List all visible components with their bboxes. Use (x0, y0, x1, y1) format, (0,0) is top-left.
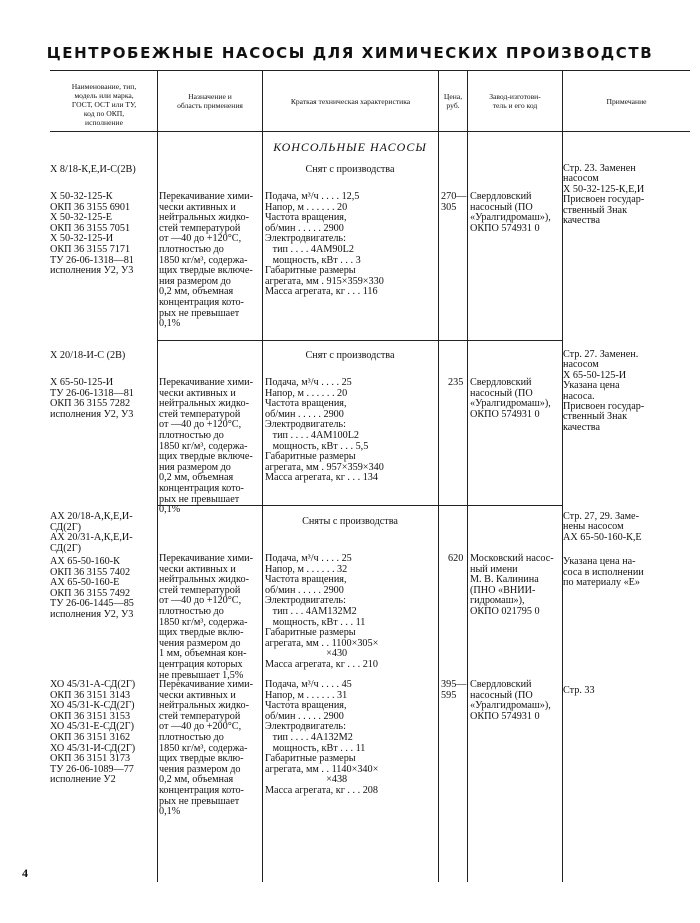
header-top-rule (50, 70, 690, 71)
block-rule (157, 340, 562, 341)
header-spec: Краткая техническая характеристика (290, 97, 411, 106)
item-spec: Подача, м³/ч . . . . 25 Напор, м . . . . . . 20 Частота вращения, об/мин . . . . . 2900 Электродвигатель: тип . . . . 4АМ100L2 мощность, кВт . . . 5,5 Габаритные размеры агрегата, мм . 957×359×340 Масса агрегата, кг . . . 134 (265, 377, 384, 484)
item-spec: Подача, м³/ч . . . . 45 Напор, м . . . . . . 31 Частота вращения, об/мин . . . . . 2900 Электродвигатель: тип . . . . 4А132М2 мощность, кВт . . . 11 Габаритные размеры агрегата, мм . . 1140×340× ×438 Масса агрегата, кг . . . 208 (265, 679, 379, 796)
column-rule (157, 70, 158, 882)
page-title: ЦЕНТРОБЕЖНЫЕ НАСОСЫ ДЛЯ ХИМИЧЕСКИХ ПРОИЗВОДСТВ (46, 44, 654, 62)
item-price: 270— 305 (441, 191, 467, 213)
header-purpose: Назначение и область применения (177, 92, 243, 110)
header-name: Наименование, тип, модель или марка, ГОСТ, ОСТ или ТУ, код по ОКП, исполнение (71, 82, 137, 127)
block-status-note: Стр. 27, 29. Заме- нены насосом АХ 65-50-160-К,Е (563, 511, 642, 543)
item-purpose: Перекачивание хими- чески активных и нейтральных жидко- стей температурой от —40 до +120°С, плотностью до 1850 кг/м³, содержа- щих твердые включе- ния размером до 0,2 мм, объемная концентрация кото- рых не превышает 0,1% (159, 377, 253, 516)
block-status: Сняты с производства (302, 516, 398, 527)
block-status: Снят с производства (305, 164, 395, 175)
header-maker: Завод-изготови- тель и его код (489, 92, 541, 110)
block-heading: Х 20/18-И-С (2В) (50, 350, 126, 361)
item-price: 235 (448, 377, 464, 388)
item-spec: Подача, м³/ч . . . . 25 Напор, м . . . . . . 32 Частота вращения, об/мин . . . . . 2900 Электродвигатель: тип . . . 4АМ132М2 мощность, кВт . . . 11 Габаритные размеры агрегата, мм . . 1100×305× ×430 Масса агрегата, кг . . . 210 (265, 553, 379, 670)
header-bottom-rule (50, 131, 690, 132)
item-maker: Московский насос- ный имени М. В. Калинина (ПНО «ВНИИ- гидромаш»), ОКПО 021795 0 (470, 553, 554, 617)
block-rule (157, 505, 562, 506)
item-price: 395— 595 (441, 679, 467, 701)
item-name: ХО 45/31-А-СД(2Г) ОКП 36 3151 3143 ХО 45/31-К-СД(2Г) ОКП 36 3151 3153 ХО 45/31-Е-СД(2Г) ОКП 36 3151 3162 ХО 45/31-И-СД(2Г) ОКП 36 3151 3173 ТУ 26-06-1089—77 исполнение У2 (50, 679, 136, 786)
item-price: 620 (448, 553, 464, 564)
column-rule (438, 70, 439, 882)
section-title: КОНСОЛЬНЫЕ НАСОСЫ (273, 140, 427, 154)
item-maker: Свердловский насосный (ПО «Уралгидромаш»), ОКПО 574931 0 (470, 377, 551, 420)
column-rule (262, 70, 263, 882)
column-rule (467, 70, 468, 882)
item-note: Указана цена на- соса в исполнении по материалу «Е» (563, 556, 644, 589)
block-status: Снят с производства (305, 350, 395, 361)
item-purpose: Перекачивание хими- чески активных и нейтральных жидко- стей температурой от —40 до +200°С, плотностью до 1850 кг/м³, содержа- щих твердые вклю- чения размером до 0,2 мм, объемная концентрация кото- рых не превышает 0,1% (159, 679, 253, 818)
item-purpose: Перекачивание хими- чески активных и нейтральных жидко- стей температурой от —40 до +120°С, плотностью до 1850 кг/м³, содержа- щих твердые включе- ния размером до 0,2 мм, объемная концентрация кото- рых не превышает 0,1% (159, 191, 253, 330)
item-name: Х 65-50-125-И ТУ 26-06-1318—81 ОКП 36 3155 7282 исполнения У2, У3 (50, 377, 134, 420)
item-name: АХ 65-50-160-К ОКП 36 3155 7402 АХ 65-50-160-Е ОКП 36 3155 7492 ТУ 26-06-1445—85 исполнения У2, У3 (50, 556, 134, 620)
header-note: Примечание (606, 97, 647, 106)
block-status-note: Стр. 27. Заменен. насосом Х 65-50-125-И Указана цена насоса. Присвоен государ- ственный Знак качества (563, 349, 645, 433)
item-purpose: Перекачивание хими- чески активных и нейтральных жидко- стей температурой от —40 до +120°С, плотностью до 1850 кг/м³, содержа- щих твердые вклю- чения размером до 1 мм, объемная кон- центрация которых не превышает 1,5% (159, 553, 253, 681)
item-maker: Свердловский насосный (ПО «Уралгидромаш»), ОКПО 574931 0 (470, 191, 551, 234)
item-note: Стр. 33 (563, 685, 595, 696)
block-heading: АХ 20/18-А,К,Е,И- СД(2Г) АХ 20/31-А,К,Е,И- СД(2Г) (50, 511, 133, 554)
block-heading: Х 8/18-К,Е,И-С(2В) (50, 164, 136, 175)
item-maker: Свердловский насосный (ПО «Уралгидромаш»), ОКПО 574931 0 (470, 679, 551, 722)
header-price: Цена, руб. (443, 92, 463, 110)
page-number: 4 (22, 866, 28, 880)
item-spec: Подача, м³/ч . . . . 12,5 Напор, м . . . . . . 20 Частота вращения, об/мин . . . . . 2900 Электродвигатель: тип . . . . 4АМ90L2 мощность, кВт . . . 3 Габаритные размеры агрегата, мм . 915×359×330 Масса агрегата, кг . . . 116 (265, 191, 384, 298)
block-status-note: Стр. 23. Заменен насосом Х 50-32-125-К,Е,И Присвоен государ- ственный Знак качества (563, 163, 645, 227)
item-name: Х 50-32-125-К ОКП 36 3155 6901 Х 50-32-125-Е ОКП 36 3155 7051 Х 50-32-125-И ОКП 36 3155 7171 ТУ 26-06-1318—81 исполнения У2, У3 (50, 191, 134, 277)
